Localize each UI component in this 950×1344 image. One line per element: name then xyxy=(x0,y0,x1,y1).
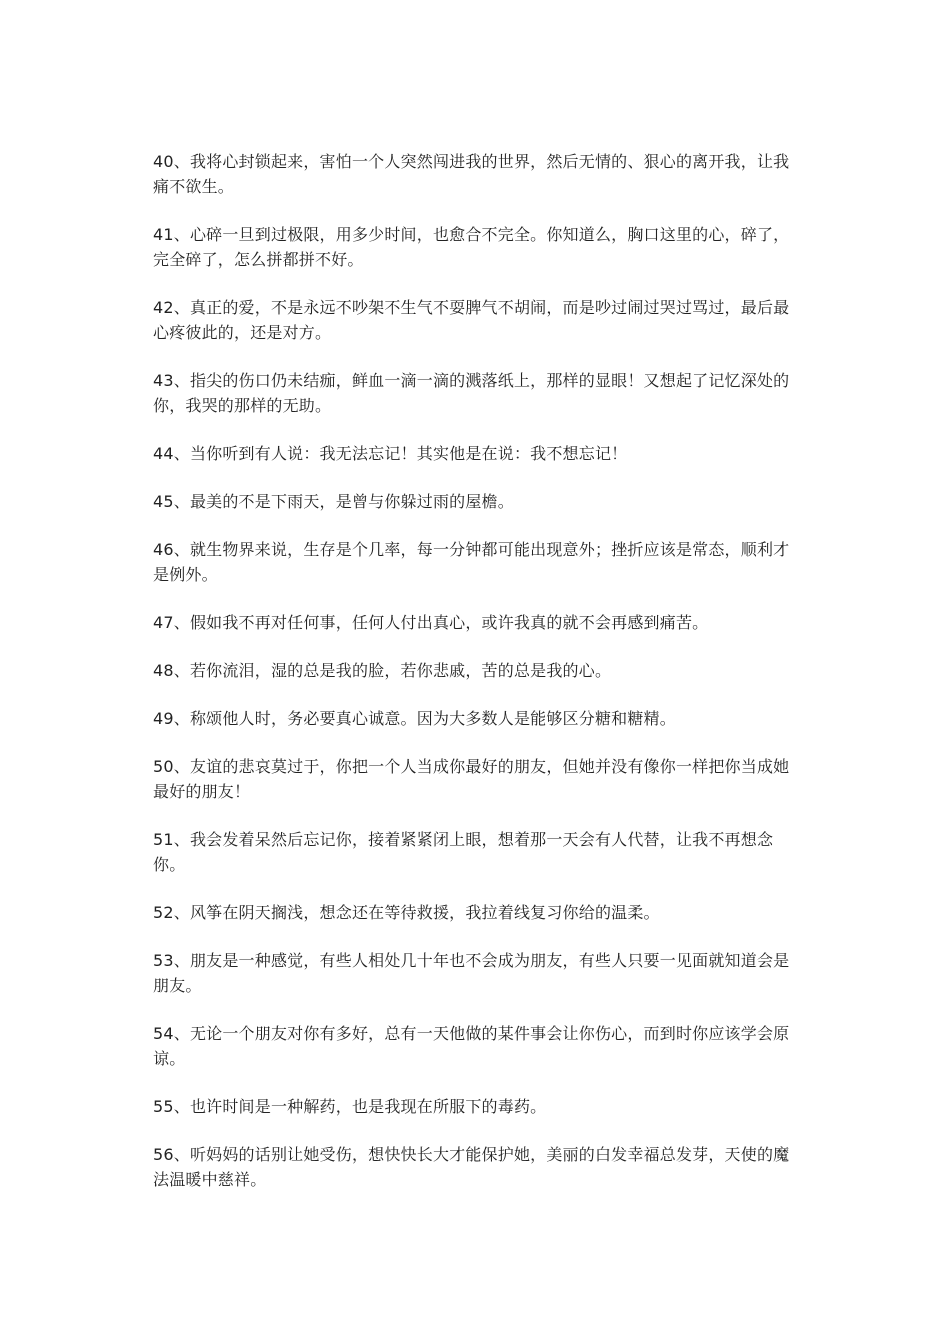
quote-entry-44: 44、当你听到有人说：我无法忘记！其实他是在说：我不想忘记！ xyxy=(153,444,628,463)
quote-entry-52: 52、风筝在阴天搁浅，想念还在等待救援，我拉着线复习你给的温柔。 xyxy=(153,903,660,922)
quote-entry-54: 54、无论一个朋友对你有多好，总有一天他做的某件事会让你伤心，而到时你应该学会原谅。 xyxy=(153,1024,790,1068)
quote-entry-53: 53、朋友是一种感觉，有些人相处几十年也不会成为朋友，有些人只要一见面就知道会是朋友。 xyxy=(153,951,790,995)
quote-entry-40: 40、我将心封锁起来，害怕一个人突然闯进我的世界，然后无情的、狠心的离开我，让我痛不欲生。 xyxy=(153,152,790,196)
quote-entry-43: 43、指尖的伤口仍未结痂，鲜血一滴一滴的溅落纸上，那样的显眼！又想起了记忆深处的你，我哭的那样的无助。 xyxy=(153,371,790,415)
quote-entry-55: 55、也许时间是一种解药，也是我现在所服下的毒药。 xyxy=(153,1097,547,1116)
quote-entry-51: 51、我会发着呆然后忘记你，接着紧紧闭上眼，想着那一天会有人代替，让我不再想念你。 xyxy=(153,830,774,874)
document-page xyxy=(153,149,798,1215)
quote-entry-50: 50、友谊的悲哀莫过于，你把一个人当成你最好的朋友，但她并没有像你一样把你当成她最好的朋友！ xyxy=(153,757,790,801)
quote-entry-46: 46、就生物界来说，生存是个几率，每一分钟都可能出现意外；挫折应该是常态，顺利才是例外。 xyxy=(153,540,790,584)
quote-entry-56: 56、听妈妈的话别让她受伤，想快快长大才能保护她，美丽的白发幸福总发芽，天使的魔法温暖中慈祥。 xyxy=(153,1145,790,1189)
quote-entry-41: 41、心碎一旦到过极限，用多少时间，也愈合不完全。你知道么，胸口这里的心，碎了，完全碎了，怎么拼都拼不好。 xyxy=(153,225,790,269)
quote-entry-47: 47、假如我不再对任何事，任何人付出真心，或许我真的就不会再感到痛苦。 xyxy=(153,613,709,632)
quote-entry-49: 49、称颂他人时，务必要真心诚意。因为大多数人是能够区分糖和糖精。 xyxy=(153,709,676,728)
quote-entry-48: 48、若你流泪，湿的总是我的脸，若你悲戚，苦的总是我的心。 xyxy=(153,661,612,680)
quote-entry-45: 45、最美的不是下雨天，是曾与你躲过雨的屋檐。 xyxy=(153,492,514,511)
quote-entry-42: 42、真正的爱，不是永远不吵架不生气不耍脾气不胡闹，而是吵过闹过哭过骂过，最后最心疼彼此的，还是对方。 xyxy=(153,298,790,342)
